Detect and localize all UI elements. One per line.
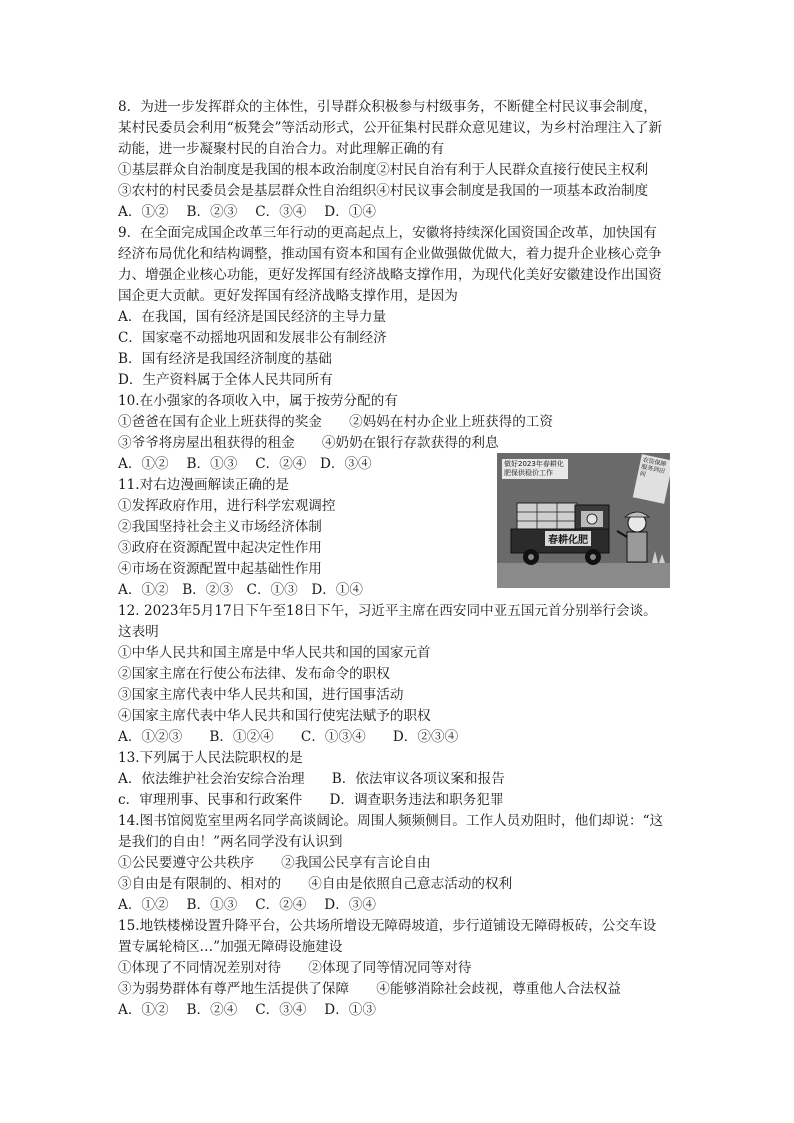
question-13 — [118, 748, 678, 811]
q8-stem-line-2: 某村民委员会利用“板凳会”等活动形式，公开征集村民群众意见建议，为乡村治理注入了新 — [118, 120, 663, 136]
q11-statement-2: ②我国坚持社会主义市场经济体制 — [118, 519, 322, 535]
question-14 — [118, 811, 678, 916]
q15-statement-2: ③为弱势群体有尊严地生活提供了保障 ④能够消除社会歧视，尊重他人合法权益 — [118, 981, 621, 997]
q12-stem-line-1: 12. 2023年5月17日下午至18日下午，习近平主席在西安同中亚五国元首分别举行会谈。 — [118, 603, 657, 619]
q9-option-c: C．国家毫不动摇地巩固和发展非公有制经济 — [118, 330, 387, 346]
q8-statement-1: ①基层群众自治制度是我国的根本政治制度②村民自治有利于人民群众直接行使民主权利 — [118, 162, 649, 178]
q13-options-row-1: A．依法维护社会治安综合治理 B．依法审议各项议案和报告 — [118, 771, 505, 787]
q13-stem: 13.下列属于人民法院职权的是 — [118, 750, 303, 766]
q12-statement-3: ③国家主席代表中华人民共和国，进行国事活动 — [118, 687, 404, 703]
q14-options: A．①② B．①③ C．②④ D．③④ — [118, 897, 376, 913]
cartoon-truck-label: 春耕化肥 — [545, 531, 591, 546]
q15-stem-line-2: 置专属轮椅区…”加强无障碍设施建设 — [118, 939, 343, 955]
q11-options: A．①② B．②③ C．①③ D．①④ — [118, 582, 364, 598]
q10-stem: 10.在小强家的各项收入中，属于按劳分配的有 — [118, 393, 398, 409]
cartoon-sign: 农资保障服务到田间 — [633, 454, 670, 504]
q15-options: A．①② B．②④ C．③④ D．①③ — [118, 1002, 376, 1018]
q8-stem-line-1: 8．为进一步发挥群众的主体性，引导群众积极参与村级事务，不断健全村民议事会制度， — [118, 99, 657, 115]
q9-stem-line-3: 力、增强企业核心功能，更好发挥国有经济战略支撑作用，为现代化美好安徽建设作出国资 — [118, 267, 662, 283]
q9-stem-line-4: 国企更大贡献。更好发挥国有经济战略支撑作用，是因为 — [118, 288, 458, 304]
q14-statement-1: ①公民要遵守公共秩序 ②我国公民享有言论自由 — [118, 855, 431, 871]
q10-options: A．①② B．①③ C．②④ D．③④ — [118, 456, 372, 472]
q8-options: A．①② B．②③ C．③④ D．①④ — [118, 204, 376, 220]
q11-statement-3: ③政府在资源配置中起决定性作用 — [118, 540, 322, 556]
q14-stem-line-1: 14.图书馆阅览室里两名同学高谈阔论。周围人频频侧目。工作人员劝阻时，他们却说：“这 — [118, 813, 664, 829]
q14-statement-2: ③自由是有限制的、相对的 ④自由是依照自己意志活动的权利 — [118, 876, 513, 892]
question-8 — [118, 97, 678, 223]
q10-statement-2: ③爷爷将房屋出租获得的租金 ④奶奶在银行存款获得的利息 — [118, 435, 499, 451]
q14-stem-line-2: 是我们的自由！”两名同学没有认识到 — [118, 834, 343, 850]
q12-options: A．①②③ B．①②④ C．①③④ D．②③④ — [118, 729, 459, 745]
cartoon-banner: 做好2023年春耕化肥保供稳价工作 — [502, 459, 568, 479]
q9-stem-line-1: 9．在全面完成国企改革三年行动的更高起点上，安徽将持续深化国资国企改革，加快国有 — [118, 225, 657, 241]
q8-statement-2: ③农村的村民委员会是基层群众性自治组织④村民议事会制度是我国的一项基本政治制度 — [118, 183, 649, 199]
q11-statement-1: ①发挥政府作用，进行科学宏观调控 — [118, 498, 336, 514]
q11-statement-4: ④市场在资源配置中起基础性作用 — [118, 561, 322, 577]
q9-option-b: B．国有经济是我国经济制度的基础 — [118, 351, 332, 367]
q11-cartoon — [497, 453, 670, 588]
q9-option-a: A．在我国，国有经济是国民经济的主导力量 — [118, 309, 387, 325]
q9-option-d: D．生产资料属于全体人民共同所有 — [118, 372, 333, 388]
q11-stem: 11.对右边漫画解读正确的是 — [118, 477, 290, 493]
question-9 — [118, 223, 678, 391]
q9-stem-line-2: 经济布局优化和结构调整，推动国有资本和国有企业做强做优做大，着力提升企业核心竞争 — [118, 246, 662, 262]
q15-stem-line-1: 15.地铁楼梯设置升降平台，公共场所增设无障碍坡道，步行道铺设无障碍板砖，公交车设 — [118, 918, 657, 934]
q10-statement-1: ①爸爸在国有企业上班获得的奖金 ②妈妈在村办企业上班获得的工资 — [118, 414, 553, 430]
question-12 — [118, 601, 678, 748]
q8-stem-line-3: 动能，进一步凝聚村民的自治合力。对此理解正确的有 — [118, 141, 445, 157]
q12-stem-line-2: 这表明 — [118, 624, 159, 640]
q13-options-row-2: c．审理刑事、民事和行政案件 D．调查职务违法和职务犯罪 — [118, 792, 504, 808]
question-15 — [118, 916, 678, 1021]
q15-statement-1: ①体现了不同情况差别对待 ②体现了同等情况同等对待 — [118, 960, 472, 976]
q12-statement-2: ②国家主席在行使公布法律、发布命令的职权 — [118, 666, 390, 682]
q12-statement-4: ④国家主席代表中华人民共和国行使宪法赋予的职权 — [118, 708, 431, 724]
q12-statement-1: ①中华人民共和国主席是中华人民共和国的国家元首 — [118, 645, 431, 661]
